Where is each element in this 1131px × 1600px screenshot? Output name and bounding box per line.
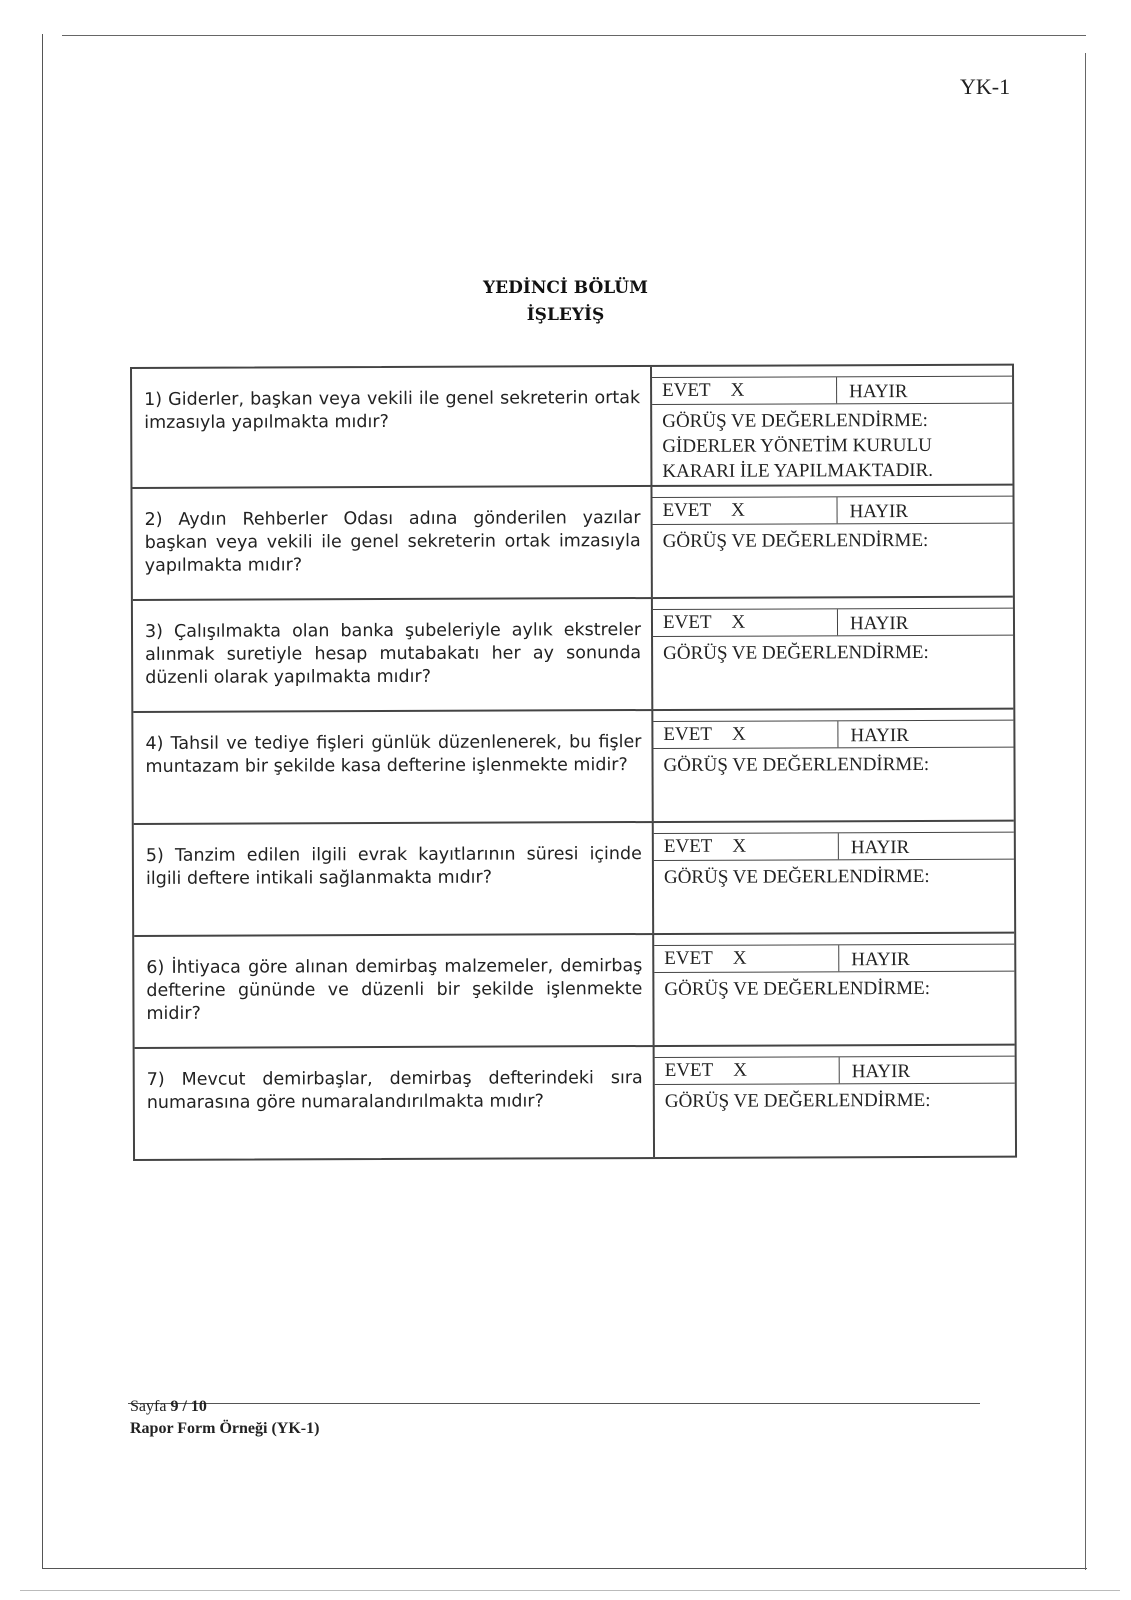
question-text: 3) Çalışılmakta olan banka şubeleriyle aylık ekstreler alınmak suretiyle hesap mutabakatı her ay sonunda düzenli olarak yapılmakta mıdır? [133,599,653,711]
page-border-top [62,35,1086,36]
page-footer [130,1396,319,1440]
evaluation-cell [653,524,1013,554]
evaluation-note: GİDERLER YÖNETİM KURULU KARARI İLE YAPILMAKTADIR. [662,434,934,482]
question-text: 1) Giderler, başkan veya vekili ile genel sekreterin ortak imzasıyla yapılmakta mıdır? [132,367,652,487]
yes-mark: X [730,379,745,401]
question-table [130,364,1017,1161]
question-row [132,484,1012,599]
yes-option[interactable] [654,833,839,860]
question-row [133,596,1013,711]
yes-mark: X [731,611,746,633]
evaluation-label: GÖRÜŞ VE DEĞERLENDİRME: [663,753,930,776]
yes-option[interactable] [655,1057,840,1084]
no-label: HAYIR [850,837,910,859]
evaluation-label: GÖRÜŞ VE DEĞERLENDİRME: [664,977,931,1000]
yes-option[interactable] [652,377,837,404]
answer-cell [654,934,1014,1045]
yes-no-row [653,720,1013,749]
question-row [134,820,1014,935]
yes-label: EVET [662,611,712,633]
yes-option[interactable] [654,945,839,972]
no-label: HAYIR [849,501,909,523]
question-text: 6) İhtiyaca göre alınan demirbaş malzemeler, demirbaş defterine gününde ve düzenli bir şekilde işlenmekte midir? [134,935,654,1047]
question-text: 2) Aydın Rehberler Odası adına gönderilen yazılar başkan veya vekili ile genel sekreterin ortak imzasıyla yapılmakta mıdır? [132,487,652,599]
evaluation-label: GÖRÜŞ VE DEĞERLENDİRME: [662,529,929,552]
yes-no-row [654,832,1014,861]
no-label: HAYIR [849,381,908,403]
yes-label: EVET [662,379,711,401]
yes-mark: X [732,835,747,857]
no-option[interactable] [837,377,1012,404]
question-row [135,1044,1015,1159]
evaluation-cell [653,748,1013,778]
yes-label: EVET [663,723,713,745]
no-label: HAYIR [851,1061,911,1083]
answer-cell [652,486,1012,597]
answer-cell [653,710,1013,821]
page-number: 9 / 10 [170,1398,207,1415]
no-label: HAYIR [851,949,910,971]
evaluation-label: GÖRÜŞ VE DEĞERLENDİRME: [662,409,928,432]
yes-label: EVET [664,947,713,969]
question-text: 5) Tanzim edilen ilgili evrak kayıtlarının süresi içinde ilgili deftere intikali sağlanmakta mıdır? [134,823,654,935]
yes-mark: X [732,947,747,969]
yes-option[interactable] [653,609,838,636]
evaluation-cell [653,636,1013,666]
question-text: 7) Mevcut demirbaşlar, demirbaş defterindeki sıra numarasına göre numaralandırılmakta mıdır? [135,1047,655,1159]
evaluation-cell [654,860,1014,890]
section-heading [0,275,1131,329]
no-label: HAYIR [850,725,909,747]
yes-mark: X [731,723,746,745]
answer-cell [654,822,1014,933]
scan-edge-line [20,1590,1120,1591]
yes-no-row [653,608,1013,637]
yes-no-row [654,944,1014,973]
no-option[interactable] [838,721,1013,748]
question-row [133,708,1013,823]
yes-label: EVET [663,835,713,857]
yes-no-row [652,376,1012,405]
document-code: YK-1 [960,74,1011,99]
evaluation-cell [655,1084,1015,1114]
yes-no-row [655,1056,1015,1085]
yes-label: EVET [662,499,712,521]
no-option[interactable] [839,833,1014,860]
yes-option[interactable] [653,497,838,524]
yes-option[interactable] [653,721,838,748]
evaluation-cell [652,404,1012,484]
yes-mark: X [731,499,745,521]
question-row [132,366,1012,487]
no-option[interactable] [839,945,1014,972]
question-text: 4) Tahsil ve tediye fişleri günlük düzenlenerek, bu fişler muntazam bir şekilde kasa defterine işlenmekte midir? [133,711,653,823]
answer-cell [653,598,1013,709]
page-prefix: Sayfa [130,1398,167,1415]
no-option[interactable] [838,609,1013,636]
form-name: Rapor Form Örneği (YK-1) [130,1420,320,1437]
section-subtitle: İŞLEYİŞ [526,305,605,325]
section-title: YEDİNCİ BÖLÜM [483,278,648,298]
evaluation-label: GÖRÜŞ VE DEĞERLENDİRME: [664,1089,931,1112]
answer-cell [652,366,1012,485]
question-row [134,932,1014,1047]
no-option[interactable] [838,497,1013,524]
evaluation-cell [654,972,1014,1002]
yes-label: EVET [664,1059,714,1081]
no-option[interactable] [840,1057,1015,1084]
yes-no-row [653,496,1013,525]
evaluation-label: GÖRÜŞ VE DEĞERLENDİRME: [663,641,929,664]
evaluation-label: GÖRÜŞ VE DEĞERLENDİRME: [663,865,930,888]
no-label: HAYIR [849,613,909,635]
page-indicator [130,1396,319,1418]
answer-cell [655,1046,1015,1157]
yes-mark: X [733,1059,748,1081]
